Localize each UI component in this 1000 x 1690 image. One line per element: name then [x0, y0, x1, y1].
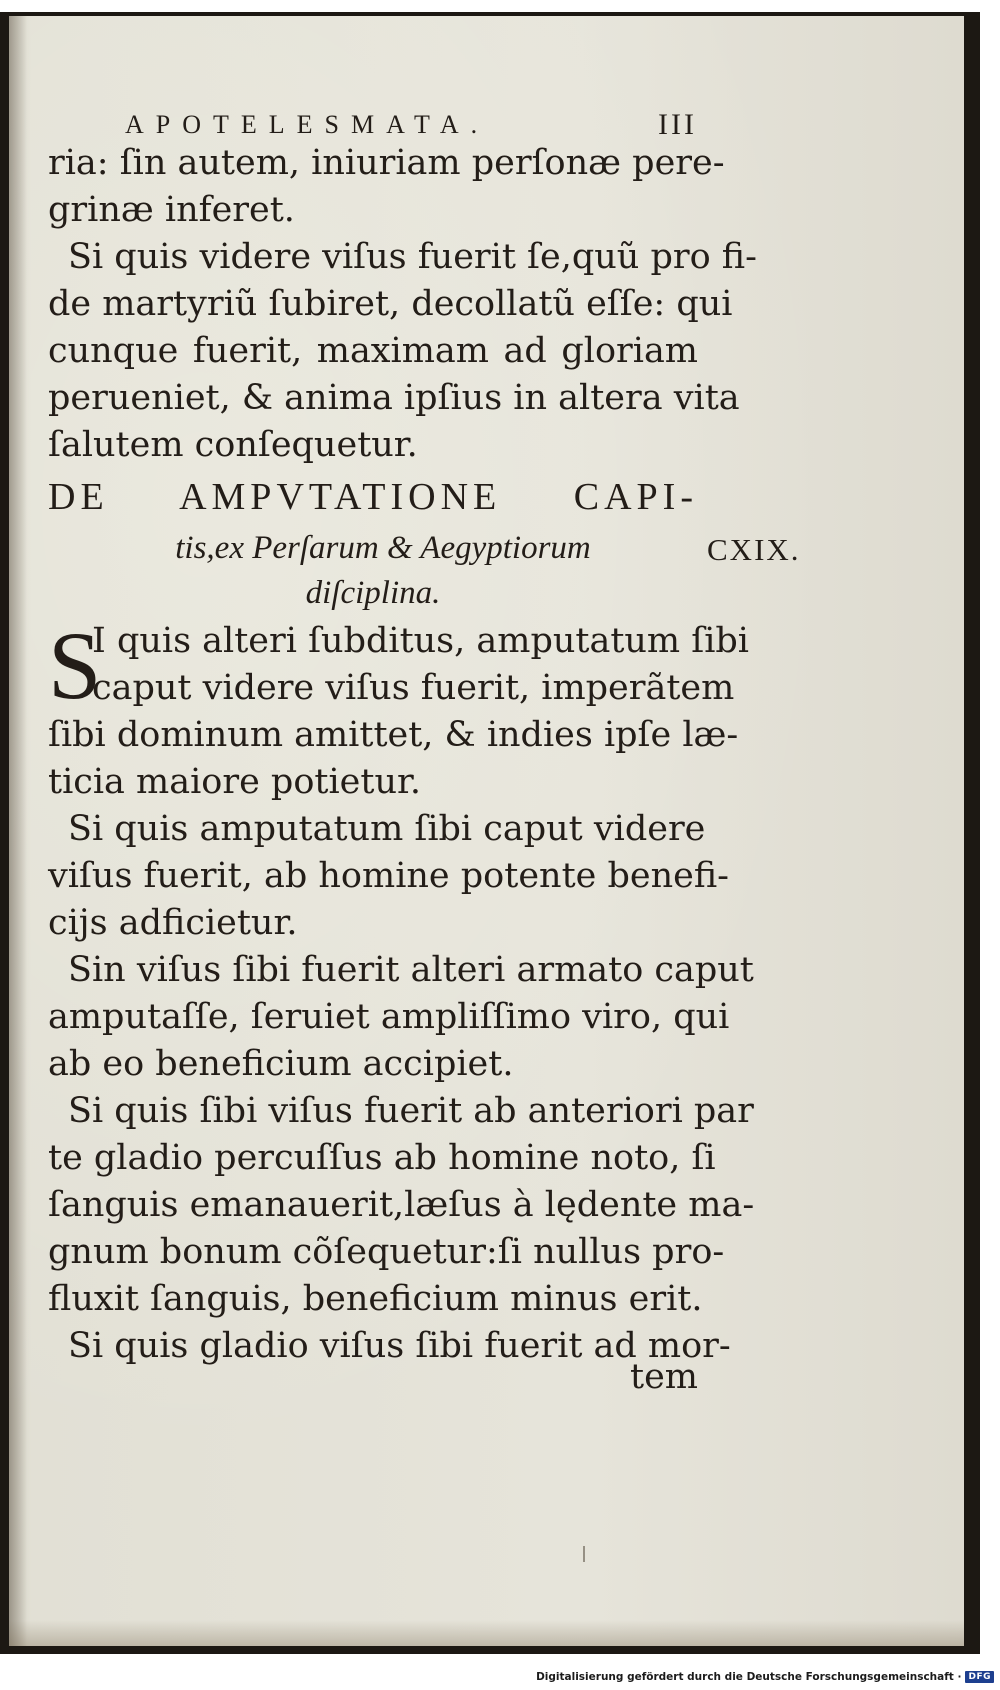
text-line: ticia maiore potietur.	[48, 762, 422, 802]
text-line: fluxit ſanguis, beneficium minus erit.	[48, 1279, 703, 1319]
chapter-heading: DE AMPVTATIONE CAPI-	[48, 476, 698, 518]
paper-mark	[583, 1546, 585, 1562]
drop-cap-initial: S	[48, 612, 102, 719]
text-line: amputaſſe, ſeruiet ampliſſimo viro, qui	[48, 997, 730, 1037]
text-line: I quis alteri ſubditus, amputatum ſibi	[92, 621, 749, 661]
text-line: viſus fuerit, ab homine potente benefi-	[48, 856, 730, 896]
text-line: Si quis videre viſus fuerit ſe,quũ pro fi-	[68, 237, 757, 277]
text-line: Si quis amputatum ſibi caput videre	[68, 809, 706, 849]
drop-cap-text	[92, 618, 749, 712]
text-line: perueniet, & anima ipſius in altera vita	[48, 378, 740, 418]
catchword: tem	[630, 1357, 698, 1397]
text-line: Si quis ſibi viſus fuerit ab anteriori par	[68, 1091, 754, 1131]
text-line: ab eo beneficium accipiet.	[48, 1044, 514, 1084]
gutter-shadow	[9, 16, 27, 1646]
page-bottom-edge	[9, 1620, 964, 1646]
text-block-2	[48, 712, 755, 1370]
chapter-subtitle-line-1: tis,ex Perſarum & Aegyptiorum	[175, 530, 591, 566]
text-line: de martyriũ ſubiret, decollatũ eſſe: qui	[48, 284, 733, 324]
text-line: ria: ſin autem, iniuriam perſonæ pere-	[48, 143, 725, 183]
text-line: Sin viſus ſibi fuerit alteri armato caput	[68, 950, 754, 990]
text-line: grinæ inferet.	[48, 190, 295, 230]
credit-text: Digitalisierung gefördert durch die Deutsche Forschungsgemeinschaft ·	[536, 1671, 962, 1683]
text-line: cunque fuerit, maximam ad gloriam	[48, 331, 698, 371]
dfg-logo: DFG	[965, 1671, 994, 1683]
text-line: ſalutem conſequetur.	[48, 425, 418, 465]
text-line: caput videre viſus fuerit, imperãtem	[92, 668, 735, 708]
text-line: gnum bonum cõſequetur:ſi nullus pro-	[48, 1232, 725, 1272]
text-line: Si quis gladio viſus ſibi fuerit ad mor-	[68, 1326, 731, 1366]
running-title: APOTELESMATA.	[125, 110, 490, 139]
marginal-chapter-number: CXIX.	[707, 532, 801, 567]
chapter-subtitle-line-2: diſciplina.	[305, 575, 441, 611]
digitization-credit	[536, 1671, 994, 1683]
text-line: cijs adficietur.	[48, 903, 298, 943]
text-line: te gladio percuſſus ab homine noto, ſi	[48, 1138, 716, 1178]
text-block-1	[48, 140, 757, 469]
text-line: ſibi dominum amittet, & indies ipſe læ-	[48, 715, 739, 755]
text-line: ſanguis emanauerit,læſus à lędente ma-	[48, 1185, 755, 1225]
page-number: III	[658, 108, 697, 141]
